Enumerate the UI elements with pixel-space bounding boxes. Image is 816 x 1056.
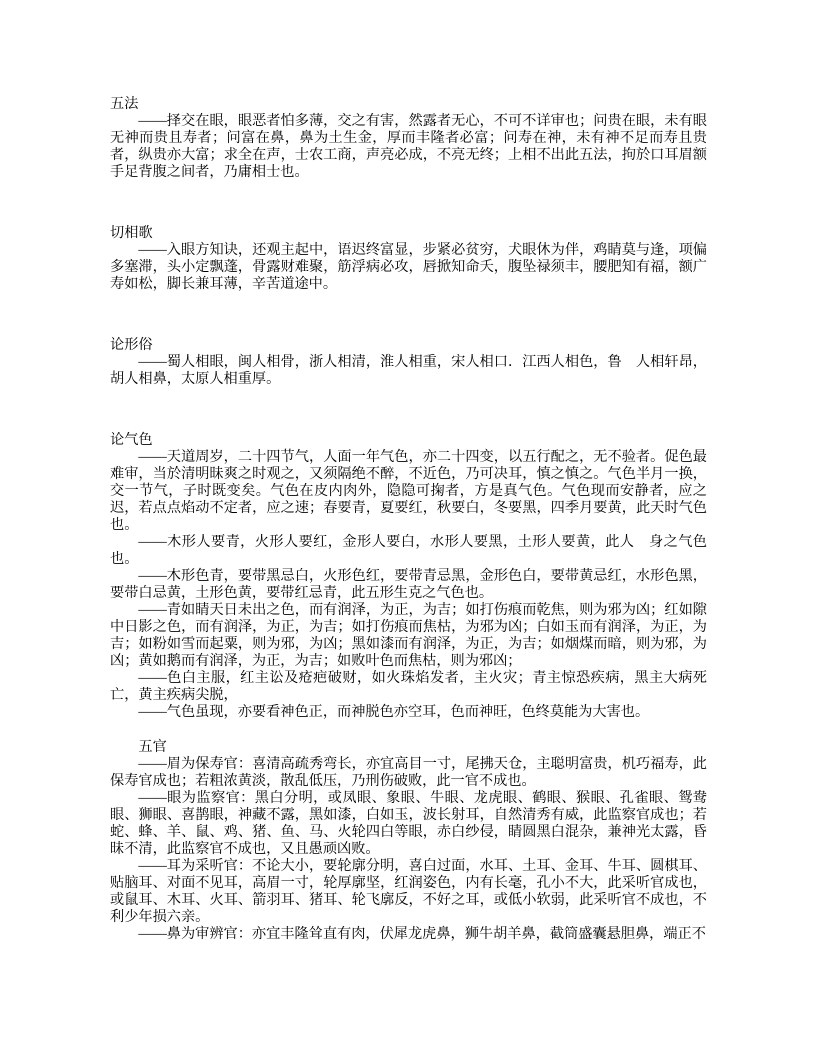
section-1 — [110, 96, 707, 181]
section-heading: 五法 — [110, 96, 139, 112]
section-2 — [110, 225, 707, 293]
paragraph: ——鼻为审辨官：亦宜丰隆耸直有肉，伏犀龙虎鼻，狮牛胡羊鼻，截筒盛囊悬胆鼻，端正不 — [138, 926, 706, 942]
paragraph: ——择交在眼，眼恶者怕多薄，交之有害，然露者无心，不可不详审也；问贵在眼，未有眼无神而贵且寿者；问富在鼻，鼻为土生金，厚而丰隆者必富；问寿在神，未有神不足而寿且贵者，纵贵亦大富；求全在声，士农工商，声亮必成，不亮无终；上相不出此五法，拘於口耳眉额手足背腹之间者，乃庸相士也。 — [110, 113, 707, 180]
paragraph: ——蜀人相眼，闽人相骨，浙人相清，淮人相重，宋人相口．江西人相色，鲁 人相轩昂，胡人相鼻，太原人相重厚。 — [110, 354, 707, 387]
section-heading: 切相歌 — [110, 225, 153, 241]
paragraph: ——青如睛天日未出之色，而有润泽，为正，为吉；如打伤痕而乾焦，则为邪为凶；红如隙中日影之色，而有润泽，为正，为吉；如打伤痕而焦枯，为邪为凶；白如玉而有润泽，为正，为吉；如粉如雪而起粟，则为邪，为凶；黑如漆而有润泽，为正，为吉；如烟煤而暗，则为邪，为凶；黄如鹅而有润泽，为正，为吉；如败叶色而焦枯，则为邪凶； — [110, 602, 707, 669]
section-4 — [110, 432, 707, 721]
section-heading: 五官 — [138, 739, 167, 755]
paragraph: ——天道周岁，二十四节气，人面一年气色，亦二十四变，以五行配之，无不验者。促色最难审，当於清明昧爽之时观之，又须隔绝不醉，不近色，乃可决耳，慎之慎之。气色半月一换，交一节气，子时既变矣。气色在皮内肉外，隐隐可掬者，方是真气色。气色现而安静者，应之迟，若点点焰动不定者，应之速；春要青，夏要红，秋要白，冬要黑，四季月要黄，此天时气色也。 — [110, 449, 707, 533]
paragraph: ——色白主服，红主讼及疮疤破财，如火珠焰发者，主火灾；青主惊恐疾病，黑主大病死亡，黄主疾病尖脱， — [110, 670, 707, 703]
section-heading: 论气色 — [110, 432, 153, 448]
paragraph: ——眼为监察官：黑白分明，或凤眼、象眼、牛眼、龙虎眼、鹤眼、猴眼、孔雀眼、鸳鸯眼、狮眼、喜鹊眼，神藏不露，黑如漆，白如玉，波长射耳，自然清秀有威，此监察官成也；若蛇、蜂、羊、鼠、鸡、猪、鱼、马、火轮四白等眼，赤白纱侵，睛圆黑白混杂，兼神光太露，昏昧不清，此监察官不成也，又且愚顽凶败。 — [110, 790, 707, 857]
paragraph: ——耳为采听官：不论大小，要轮廓分明，喜白过面，水耳、土耳、金耳、牛耳、圆棋耳、贴脑耳、对面不见耳，高眉一寸，轮厚廓坚，红润姿色，内有长毫，孔小不大，此采听官成也，或鼠耳、木耳、火耳、箭羽耳、猪耳、轮飞廓反，不好之耳，或低小软弱，此采听官不成也，不利少年损六亲。 — [110, 858, 707, 925]
paragraph: ——木形色青，要带黑忌白，火形色红，要带青忌黑，金形色白，要带黄忌红，水形色黑，要带白忌黄，土形色黄，要带红忌青，此五形生克之气色也。 — [110, 568, 707, 601]
paragraph: ——木形人要青，火形人要红，金形人要白，水形人要黑，土形人要黄，此人 身之气色也。 — [110, 534, 707, 567]
paragraph: ——眉为保寿官：喜清高疏秀弯长，亦宜高目一寸，尾拂天仓，主聪明富贵，机巧福寿，此保寿官成也；若粗浓黄淡，散乱低压，乃刑伤破败，此一官不成也。 — [110, 756, 707, 789]
paragraph: ——气色虽现，亦要看神色正，而神脱色亦空耳，色而神旺，色终莫能为大害也。 — [138, 704, 650, 720]
section-5 — [110, 739, 707, 943]
section-heading: 论形俗 — [110, 337, 153, 353]
document-body — [110, 96, 707, 943]
section-3 — [110, 337, 707, 388]
paragraph: ——入眼方知诀，还观主起中，语迟终富显，步紧必贫穷，犬眼休为伴，鸡睛莫与逢，项偏多塞滞，头小定飘蓬，骨露财难聚，筋浮病必攻，唇掀知命夭，腹坠禄须丰，腰肥知有福，额广寿如松，脚长兼耳薄，辛苦道途中。 — [110, 242, 707, 292]
